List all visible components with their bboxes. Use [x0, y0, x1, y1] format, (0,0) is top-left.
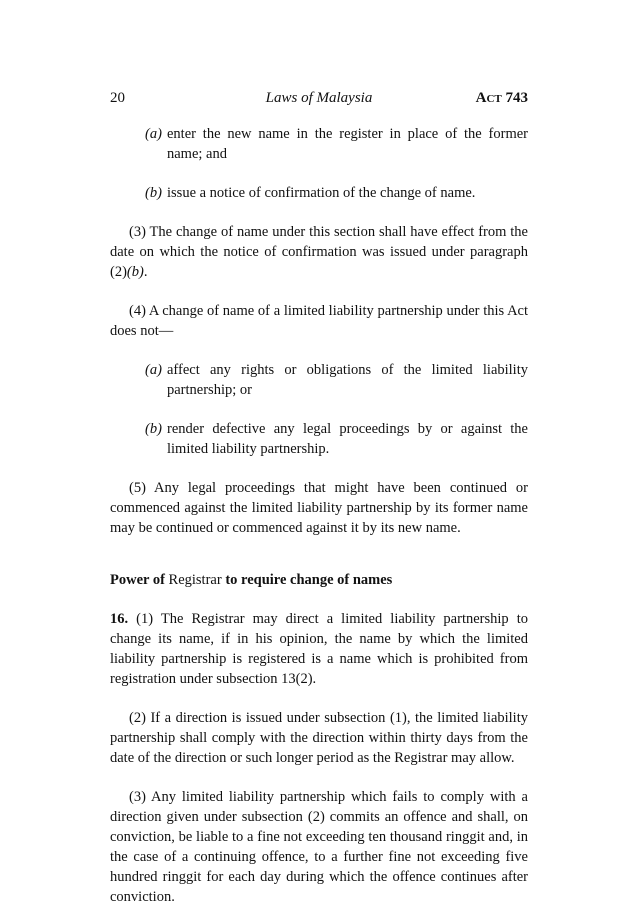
- clause-label: (b): [145, 421, 162, 437]
- subsection-3: (3) The change of name under this section shall have effect from the date on which the notice of confirmation was issued under paragraph (2)(b).: [110, 224, 528, 280]
- clause-text: render defective any legal proceedings by or against the limited liability partnership.: [167, 421, 528, 457]
- header-title: Laws of Malaysia: [265, 90, 373, 106]
- section-heading: Power of Registrar to require change of names: [110, 572, 393, 588]
- clause-text: affect any rights or obligations of the limited liability partnership; or: [167, 362, 528, 398]
- section-16-subsection-2: (2) If a direction is issued under subsection (1), the limited liability partnership shall comply with the direction within thirty days from the date of the direction or such longer period as the Registrar may allow.: [110, 710, 528, 766]
- section-number: 16.: [110, 611, 129, 627]
- clause-text: enter the new name in the register in place of the former name; and: [167, 126, 528, 162]
- section-16-subsection-1: 16. (1) The Registrar may direct a limited liability partnership to change its name, if in his opinion, the name by which the limited liability partnership is registered is a name which is prohibited from registration under subsection 13(2).: [110, 611, 528, 687]
- section-16-subsection-3: (3) Any limited liability partnership which fails to comply with a direction given under subsection (2) commits an offence and shall, on conviction, be liable to a fine not exceeding ten thousand ringgit and, in the case of a continuing offence, to a further fine not exceeding five hundred ringgit for each day during which the offence continues after conviction.: [110, 789, 528, 905]
- page-body: [110, 124, 528, 907]
- clause-2b: [110, 183, 528, 203]
- act-reference: ACT 743: [475, 90, 528, 106]
- clause-text: issue a notice of confirmation of the change of name.: [167, 185, 476, 201]
- subsection-4: (4) A change of name of a limited liability partnership under this Act does not—: [110, 303, 528, 339]
- clause-4b: [110, 419, 528, 459]
- clause-label: (b): [145, 185, 162, 201]
- page-number: 20: [110, 90, 125, 106]
- clause-label: (a): [145, 362, 162, 378]
- subsection-5: (5) Any legal proceedings that might have been continued or commenced against the limited liability partnership by its former name may be continued or commenced against it by its new name.: [110, 480, 528, 536]
- page-header: [110, 90, 528, 110]
- clause-label: (a): [145, 126, 162, 142]
- clause-2a: [110, 124, 528, 164]
- clause-4a: [110, 360, 528, 400]
